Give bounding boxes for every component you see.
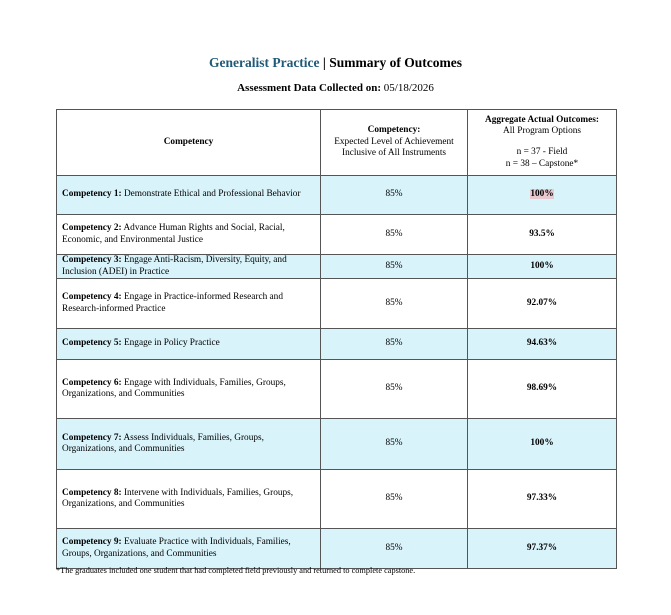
competency-cell bbox=[57, 215, 321, 255]
expected-cell: 85% bbox=[321, 529, 468, 569]
header-actual bbox=[468, 110, 617, 176]
competency-cell bbox=[57, 360, 321, 419]
header-actual-title: Aggregate Actual Outcomes: bbox=[485, 114, 599, 125]
table-row bbox=[57, 176, 617, 215]
competency-cell bbox=[57, 255, 321, 279]
header-actual-line4: n = 38 – Capstone* bbox=[505, 158, 579, 169]
table-row bbox=[57, 329, 617, 360]
competency-text: Advance Human Rights and Social, Racial, Economic, and Environmental Justice bbox=[62, 222, 285, 245]
actual-value: 100% bbox=[530, 189, 554, 200]
competency-text: Engage Anti-Racism, Diversity, Equity, and Inclusion (ADEI) in Practice bbox=[62, 255, 287, 277]
competency-label: Competency 6: bbox=[62, 377, 122, 388]
competency-text: Engage with Individuals, Families, Groups, Organizations, and Communities bbox=[62, 377, 286, 400]
competency-text: Demonstrate Ethical and Professional Behavior bbox=[121, 189, 301, 200]
actual-cell: 92.07% bbox=[468, 279, 617, 329]
assessment-date-value: 05/18/2026 bbox=[381, 82, 434, 94]
actual-cell bbox=[468, 176, 617, 215]
expected-cell: 85% bbox=[321, 419, 468, 470]
table-row bbox=[57, 279, 617, 329]
header-expected-title: Competency: bbox=[367, 125, 421, 136]
outcomes-table bbox=[56, 109, 617, 569]
actual-cell: 100% bbox=[468, 255, 617, 279]
footnote: *The graduates included one student that had completed field previously and returned to complete capstone. bbox=[56, 566, 416, 575]
table-row bbox=[57, 215, 617, 255]
competency-text: Intervene with Individuals, Families, Groups, Organizations, and Communities bbox=[62, 487, 294, 510]
competency-cell bbox=[57, 279, 321, 329]
header-expected-line2: Expected Level of Achievement bbox=[334, 136, 454, 147]
actual-cell: 94.63% bbox=[468, 329, 617, 360]
expected-cell: 85% bbox=[321, 360, 468, 419]
expected-cell: 85% bbox=[321, 215, 468, 255]
competency-cell bbox=[57, 529, 321, 569]
competency-text: Assess Individuals, Families, Groups, Organizations, and Communities bbox=[62, 432, 264, 455]
header-actual-line2: All Program Options bbox=[503, 126, 581, 137]
header-competency: Competency bbox=[57, 110, 321, 176]
page-title bbox=[0, 55, 671, 71]
expected-cell: 85% bbox=[321, 329, 468, 360]
competency-cell bbox=[57, 329, 321, 360]
competency-label: Competency 4: bbox=[62, 292, 122, 303]
competency-label: Competency 5: bbox=[62, 338, 122, 349]
competency-label: Competency 7: bbox=[62, 432, 122, 443]
table-row bbox=[57, 470, 617, 529]
competency-cell bbox=[57, 176, 321, 215]
actual-cell: 100% bbox=[468, 419, 617, 470]
actual-cell: 97.33% bbox=[468, 470, 617, 529]
expected-cell: 85% bbox=[321, 470, 468, 529]
actual-cell: 98.69% bbox=[468, 360, 617, 419]
competency-text: Engage in Policy Practice bbox=[121, 338, 220, 349]
header-expected-line3: Inclusive of All Instruments bbox=[341, 148, 447, 159]
title-accent: Generalist Practice bbox=[208, 55, 320, 70]
assessment-date-line bbox=[0, 82, 671, 94]
competency-label: Competency 3: bbox=[62, 255, 122, 265]
expected-cell: 85% bbox=[321, 176, 468, 215]
competency-cell bbox=[57, 419, 321, 470]
competency-text: Engage in Practice-informed Research and Research-informed Practice bbox=[62, 292, 283, 314]
header-expected bbox=[321, 110, 468, 176]
table-header-row bbox=[57, 110, 617, 176]
actual-cell: 93.5% bbox=[468, 215, 617, 255]
header-actual-line3: n = 37 - Field bbox=[516, 147, 568, 157]
actual-cell: 97.37% bbox=[468, 529, 617, 569]
assessment-date-label: Assessment Data Collected on: bbox=[237, 82, 382, 94]
competency-label: Competency 9: bbox=[62, 537, 122, 548]
table-row bbox=[57, 360, 617, 419]
table-row bbox=[57, 419, 617, 470]
title-rest: | Summary of Outcomes bbox=[319, 55, 463, 70]
expected-cell: 85% bbox=[321, 279, 468, 329]
competency-label: Competency 8: bbox=[62, 487, 122, 498]
expected-cell: 85% bbox=[321, 255, 468, 279]
competency-cell bbox=[57, 470, 321, 529]
competency-label: Competency 2: bbox=[62, 222, 122, 233]
competency-text: Evaluate Practice with Individuals, Families, Groups, Organizations, and Communities bbox=[62, 537, 291, 559]
competency-label: Competency 1: bbox=[62, 189, 122, 200]
table-row bbox=[57, 529, 617, 569]
table-row bbox=[57, 255, 617, 279]
